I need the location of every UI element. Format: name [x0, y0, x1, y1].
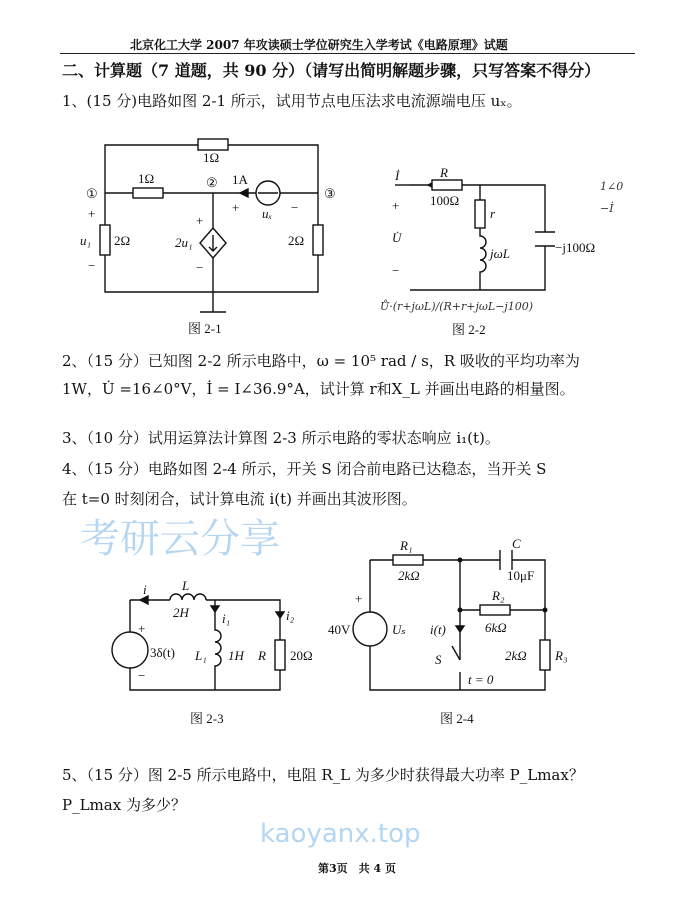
- fig21-r-left: 2Ω: [114, 233, 131, 248]
- fig21-r-mid: 1Ω: [138, 171, 155, 186]
- fig21-node1: ①: [86, 186, 98, 201]
- section-title: 二、计算题（7 道题，共 90 分）（请写出简明解题步骤，只写答案不得分）: [62, 61, 601, 80]
- question-5-line-1: 5、（15 分）图 2-5 所示电路中，电阻 R_L 为多少时获得最大功率 P_Lmax？: [62, 766, 584, 784]
- exam-header: 北京化工大学 2007 年攻读硕士学位研究生入学考试《电路原理》试题: [130, 38, 508, 52]
- fig21-minus-u1: −: [88, 258, 96, 273]
- fig23-i1: i₁: [222, 611, 231, 626]
- fig24-R1: R₁: [400, 538, 413, 553]
- watermark-site: kaoyanx.top: [260, 819, 421, 849]
- fig24-R1-val: 2kΩ: [398, 568, 420, 583]
- fig21-node2: ②: [206, 175, 218, 190]
- fig22-R-val: 100Ω: [430, 193, 460, 208]
- fig24-plus: +: [355, 591, 363, 606]
- fig21-isrc: 1A: [232, 172, 248, 187]
- fig22-R: R: [440, 165, 448, 180]
- fig23-i2: i₂: [286, 608, 295, 623]
- fig24-t0: t = 0: [468, 672, 494, 687]
- handwritten-note-1: 1∠0: [600, 180, 624, 193]
- fig24-i: i(t): [430, 622, 446, 637]
- question-3: 3、（10 分）试用运算法计算图 2-3 所示电路的零状态响应 i₁(t)。: [62, 429, 500, 447]
- fig24-S: S: [435, 652, 442, 667]
- fig21-dep: 2u₁: [175, 235, 193, 250]
- fig21-plus-u1: +: [88, 206, 96, 221]
- fig23-minus: −: [138, 668, 146, 683]
- question-4-line-1: 4、（15 分）电路如图 2-4 所示，开关 S 闭合前电路已达稳态，当开关 S: [62, 460, 547, 478]
- question-2-line-2: 1W，U̇ =16∠0°V，İ = I∠36.9°A，试计算 r和X_L 并画出电路的相量图。: [62, 380, 575, 398]
- fig24-Us: Uₛ: [392, 622, 406, 637]
- fig21-plus-dep: +: [196, 213, 204, 228]
- figure-2-2: [395, 180, 555, 290]
- fig21-u1: u₁: [80, 233, 92, 248]
- fig21-caption: 图 2-1: [188, 321, 222, 336]
- watermark-chars: 考研云分享: [80, 516, 280, 562]
- question-5-line-2: P_Lmax 为多少？: [62, 796, 186, 814]
- handwritten-note-3: −İ: [600, 202, 614, 215]
- fig24-R3-val: 2kΩ: [505, 648, 527, 663]
- fig22-I: İ: [395, 168, 400, 183]
- fig21-node3: ③: [324, 186, 336, 201]
- fig23-src: 3δ(t): [150, 645, 175, 660]
- fig23-L1: L₁: [195, 648, 207, 663]
- page-footer: 第3页 共 4 页: [318, 862, 396, 875]
- fig21-r-top: 1Ω: [203, 150, 220, 165]
- fig24-caption: 图 2-4: [440, 711, 474, 726]
- fig22-caption: 图 2-2: [452, 322, 486, 337]
- fig23-L: L: [182, 578, 190, 593]
- fig23-plus: +: [138, 621, 146, 636]
- handwritten-note-2: Ů·(r+jωL)/(R+r+jωL−j100): [380, 300, 534, 313]
- fig21-minus-ux: −: [291, 200, 299, 215]
- fig22-minus: −: [392, 263, 400, 278]
- fig21-plus-ux: +: [232, 200, 240, 215]
- fig23-R-val: 20Ω: [290, 648, 313, 663]
- fig23-L-val: 2H: [173, 605, 189, 620]
- fig24-R2: R₂: [492, 588, 505, 603]
- question-1: 1、(15 分)电路如图 2-1 所示，试用节点电压法求电流源端电压 uₓ。: [62, 92, 522, 110]
- fig24-C: C: [512, 536, 521, 551]
- fig22-plus: +: [392, 198, 400, 213]
- fig21-minus-dep: −: [196, 260, 204, 275]
- fig22-U: U̇: [392, 230, 402, 245]
- fig24-V: 40V: [328, 622, 351, 637]
- fig23-caption: 图 2-3: [190, 711, 224, 726]
- fig24-C-val: 10μF: [507, 568, 535, 583]
- question-4-line-2: 在 t=0 时刻闭合，试计算电流 i(t) 并画出其波形图。: [62, 490, 417, 508]
- fig23-i: i: [143, 582, 147, 597]
- fig23-R: R: [258, 648, 266, 663]
- fig22-r: r: [490, 206, 496, 221]
- fig24-R3: R₃: [555, 648, 568, 663]
- fig24-R2-val: 6kΩ: [485, 620, 507, 635]
- fig21-r-right: 2Ω: [288, 233, 305, 248]
- fig22-C: −j100Ω: [555, 240, 596, 255]
- question-2-line-1: 2、（15 分）已知图 2-2 所示电路中，ω = 10⁵ rad / s，R 吸收的平均功率为: [62, 352, 580, 370]
- fig21-ux: uₓ: [262, 206, 273, 221]
- fig22-L: jωL: [490, 246, 511, 261]
- fig23-L1-val: 1H: [228, 648, 244, 663]
